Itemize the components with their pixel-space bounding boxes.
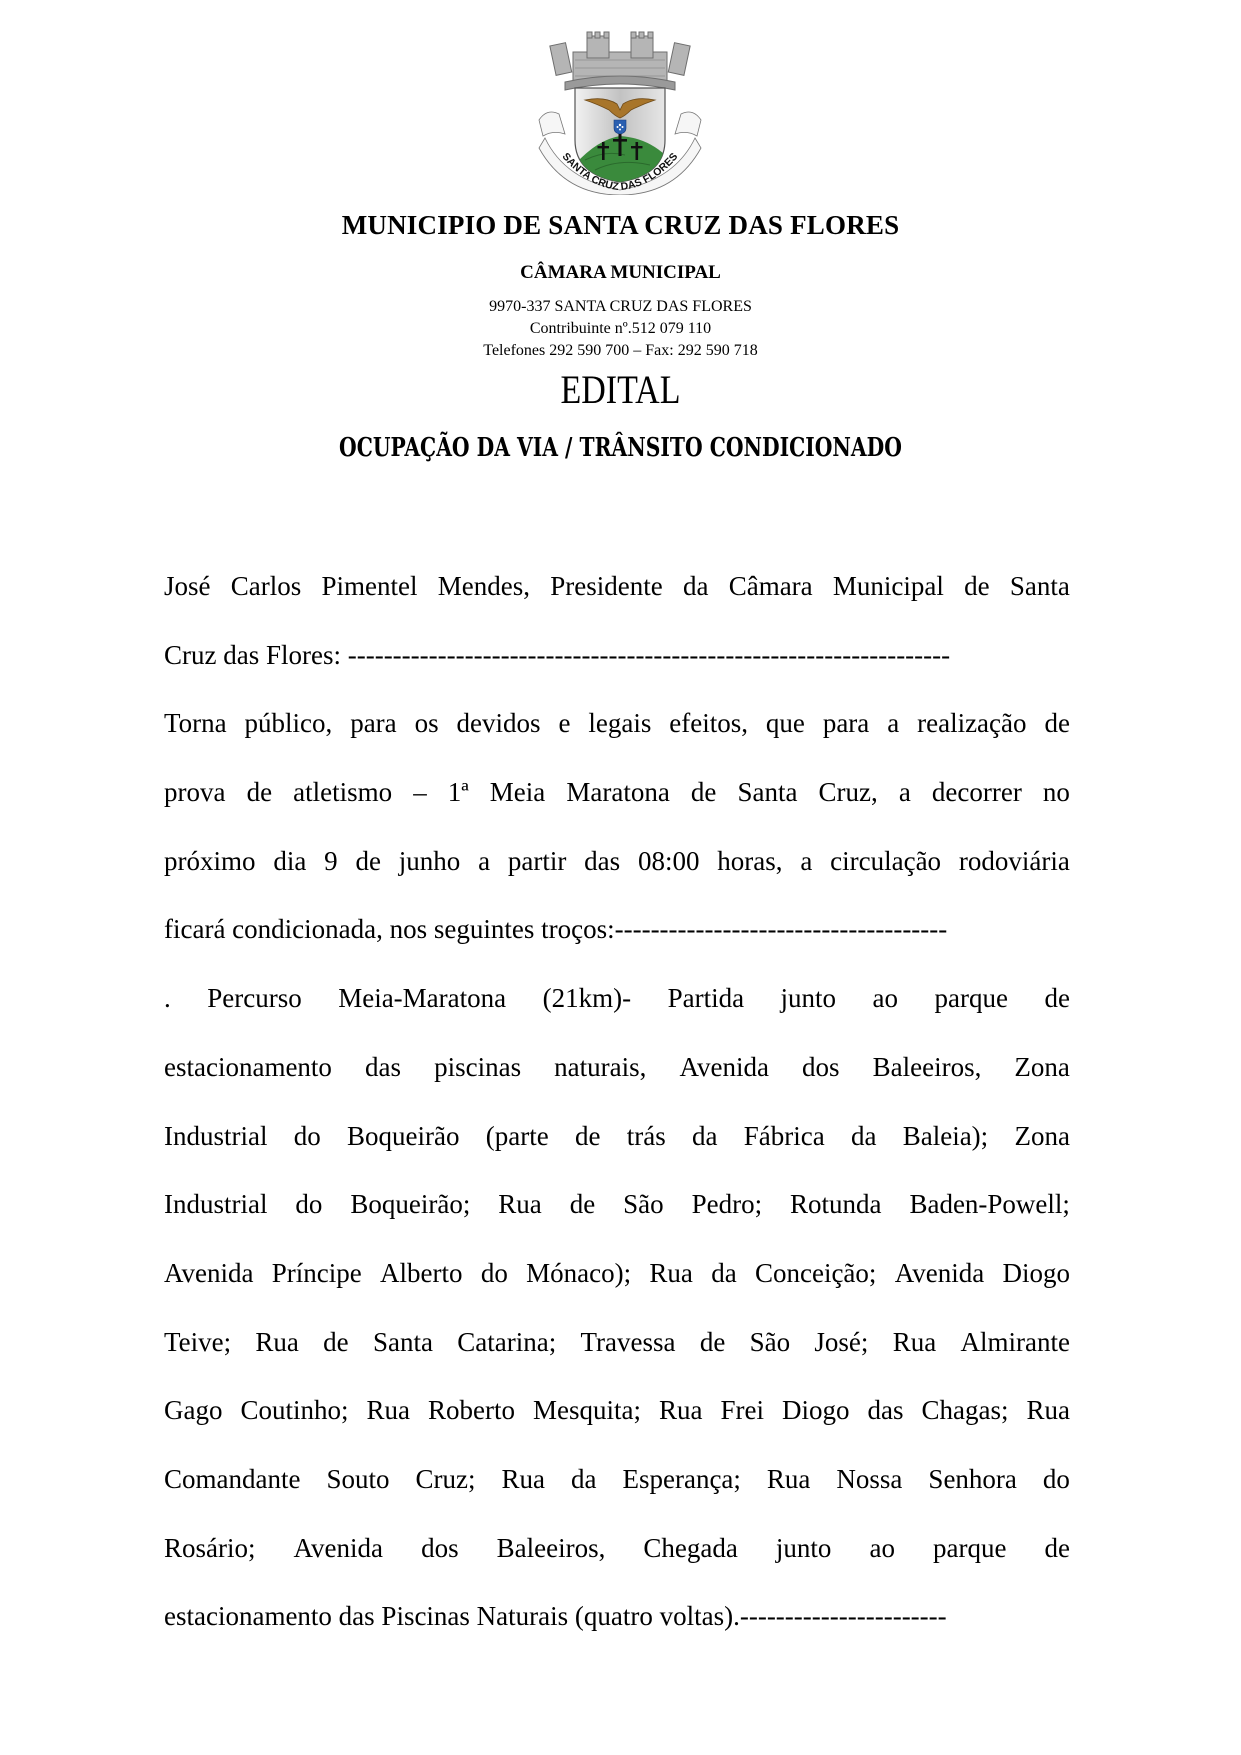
coat-of-arms-icon — [525, 30, 715, 195]
address-line: 9970-337 SANTA CRUZ DAS FLORES — [489, 298, 752, 315]
body-line: prova de atletismo – 1ª Meia Maratona de Santa Cruz, a decorrer no — [164, 777, 1070, 808]
body-line: . Percurso Meia-Maratona (21km)- Partida junto ao parque de — [164, 983, 1070, 1014]
body-line: José Carlos Pimentel Mendes, Presidente da Câmara Municipal de Santa — [164, 571, 1070, 601]
municipality-name: MUNICIPIO DE SANTA CRUZ DAS FLORES — [341, 210, 900, 240]
body-line: Avenida Príncipe Alberto do Mónaco); Rua da Conceição; Avenida Diogo — [164, 1257, 1070, 1288]
document-subtitle: OCUPAÇÃO DA VIA / TRÂNSITO CONDICIONADO — [339, 433, 902, 463]
taxpayer-number: Contribuinte nº.512 079 110 — [529, 320, 712, 337]
body-line: Industrial do Boqueirão; Rua de São Pedro; Rotunda Baden-Powell; — [164, 1189, 1070, 1220]
body-line: Cruz das Flores: ------------------------------------------------------------------- — [164, 639, 951, 670]
body-line: Gago Coutinho; Rua Roberto Mesquita; Rua Frei Diogo das Chagas; Rua — [164, 1395, 1070, 1426]
phone-fax-line: Telefones 292 590 700 – Fax: 292 590 718 — [483, 342, 758, 359]
body-line: Teive; Rua de Santa Catarina; Travessa de São José; Rua Almirante — [164, 1326, 1070, 1357]
document-title: EDITAL — [560, 367, 681, 412]
body-line: Comandante Souto Cruz; Rua da Esperança; Rua Nossa Senhora do — [164, 1463, 1070, 1494]
crest-motto: SANTA CRUZ DAS FLORES — [559, 150, 681, 194]
body-line: Rosário; Avenida dos Baleeiros, Chegada junto ao parque de — [164, 1532, 1070, 1563]
body-line: ficará condicionada, nos seguintes troços:------------------------------------- — [164, 914, 948, 945]
body-line: Industrial do Boqueirão (parte de trás da Fábrica da Baleia); Zona — [164, 1120, 1070, 1151]
body-line: estacionamento das piscinas naturais, Avenida dos Baleeiros, Zona — [164, 1051, 1070, 1082]
council-name: CÂMARA MUNICIPAL — [520, 262, 721, 283]
body-line: próximo dia 9 de junho a partir das 08:00 horas, a circulação rodoviária — [164, 845, 1070, 876]
document-body — [164, 566, 1070, 1665]
body-line: Torna público, para os devidos e legais efeitos, que para a realização de — [164, 708, 1070, 739]
body-line: estacionamento das Piscinas Naturais (quatro voltas).----------------------- — [164, 1601, 947, 1632]
